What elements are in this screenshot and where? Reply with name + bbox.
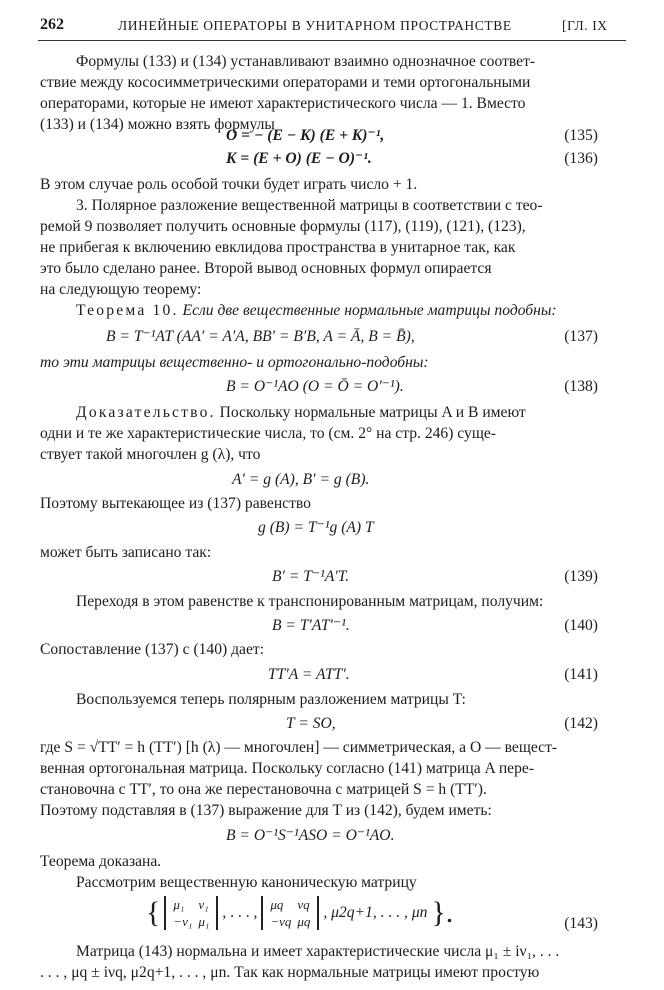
text-line: не прибегая к включению евклидова пространства в унитарное так, как (40, 239, 516, 256)
page-number: 262 (40, 16, 64, 33)
text-line: Сопоставление (137) с (140) дает: (40, 641, 265, 658)
text-line: ремой 9 позволяет получить основные формулы (117), (119), (121), (123), (40, 218, 526, 235)
matrix-cell: μ₁ (173, 897, 185, 912)
chapter-label: [ГЛ. IX (562, 18, 608, 33)
equation-number: (135) (564, 127, 598, 144)
text-line: 3. Полярное разложение вещественной матрицы в соответствии с тео- (76, 197, 543, 214)
matrix-cell: νq (297, 897, 310, 912)
equation-139: B′ = T⁻¹A′T. (272, 568, 350, 585)
text-line: (133) и (134) можно взять формулы (40, 116, 275, 133)
equation-number: (139) (564, 568, 598, 585)
tail-terms: , μ2q+1, . . . , μn (323, 904, 428, 921)
text-line: одни и те же характеристические числа, то (см. 2° на стр. 246) суще- (40, 425, 496, 442)
equation-number: (136) (564, 150, 598, 167)
text-line: операторами, которые не имеют характеристического числа — 1. Вместо (40, 95, 526, 112)
header-rule (38, 40, 626, 41)
text-line: Рассмотрим вещественную каноническую матрицу (76, 874, 417, 891)
equation-g: A′ = g (A), B′ = g (B). (232, 471, 370, 488)
ellipsis: , . . . , (222, 904, 258, 921)
equation-number: (142) (564, 715, 598, 732)
block-matrix-q (261, 896, 319, 930)
running-title: ЛИНЕЙНЫЕ ОПЕРАТОРЫ В УНИТАРНОМ ПРОСТРАНСТВЕ (118, 18, 512, 33)
brace-close: }. (431, 896, 454, 929)
theorem-text: Если две вещественные нормальные матрицы подобны: (182, 302, 557, 319)
proof-text: Поскольку нормальные матрицы A и B имеют (219, 404, 526, 421)
equation-143 (146, 896, 453, 930)
equation-final: B = O⁻¹S⁻¹ASO = O⁻¹AO. (226, 827, 395, 844)
text-line: Воспользуемся теперь полярным разложением матрицы T: (76, 691, 466, 708)
equation-136: K = (E + O) (E − O)⁻¹. (226, 150, 372, 167)
text-line: Поэтому вытекающее из (137) равенство (40, 495, 311, 512)
equation-number: (141) (564, 666, 598, 683)
text-line: ствие между кососимметрическими операторами и теми ортогональными (40, 74, 531, 91)
block-matrix-1 (164, 896, 218, 930)
theorem-continuation: то эти матрицы вещественно- и ортогонально-подобны: (40, 354, 429, 371)
matrix-cell: μq (270, 897, 284, 912)
text-line: становочна с TT′, то она же перестановочна с матрицей S = h (TT′). (40, 781, 487, 798)
equation-137: B = T⁻¹AT (AA′ = A′A, BB′ = B′B, A = Ā, B = B̄), (106, 328, 415, 345)
matrix-cell: ν₁ (198, 897, 209, 912)
equation-142: T = SO, (286, 715, 336, 732)
text-line: венная ортогональная матрица. Поскольку согласно (141) матрица A пере- (40, 760, 535, 777)
text-line: это было сделано ранее. Второй вывод основных формул опирается (40, 260, 492, 277)
theorem-label: Теорема 10. (76, 302, 179, 319)
equation-gB: g (B) = T⁻¹g (A) T (258, 519, 374, 536)
equation-140: B = T′AT′⁻¹. (272, 617, 350, 634)
text-line: где S = √TT′ = h (TT′) [h (λ) — многочлен] — симметрическая, а O — вещест- (40, 739, 558, 756)
text-line: . . . , μq ± iνq, μ2q+1, . . . , μn. Так как нормальные матрицы имеют простую (40, 964, 540, 981)
text-line: В этом случае роль особой точки будет играть число + 1. (40, 176, 418, 193)
equation-number: (137) (564, 328, 598, 345)
proof-start (76, 403, 526, 423)
text-line: Матрица (143) нормальна и имеет характеристические числа μ₁ ± iν₁, . . . (76, 943, 560, 960)
text-line: Теорема доказана. (40, 853, 162, 870)
equation-138: B = O⁻¹AO (O = Ō = O′⁻¹). (226, 378, 404, 395)
equation-number: (138) (564, 378, 598, 395)
brace-open: { (146, 896, 161, 929)
text-line: Переходя в этом равенстве к транспонированным матрицам, получим: (76, 593, 544, 610)
equation-number: (143) (564, 915, 598, 932)
theorem-statement (76, 301, 557, 321)
equation-135: O = − (E − K) (E + K)⁻¹, (226, 127, 385, 144)
equation-number: (140) (564, 617, 598, 634)
matrix-cell: μ₁ (198, 914, 210, 929)
text-line: может быть записано так: (40, 544, 212, 561)
text-line: ствует такой многочлен g (λ), что (40, 446, 261, 463)
text-line: на следующую теорему: (40, 281, 202, 298)
text-line: Формулы (133) и (134) устанавливают взаимно однозначное соответ- (76, 53, 536, 70)
matrix-cell: −νq (270, 914, 292, 929)
text-line: Поэтому подставляя в (137) выражение для T из (142), будем иметь: (40, 802, 492, 819)
matrix-cell: −ν₁ (173, 914, 193, 929)
matrix-cell: μq (297, 914, 311, 929)
equation-141: TT′A = ATT′. (268, 666, 350, 683)
proof-label: Доказательство. (76, 404, 216, 421)
